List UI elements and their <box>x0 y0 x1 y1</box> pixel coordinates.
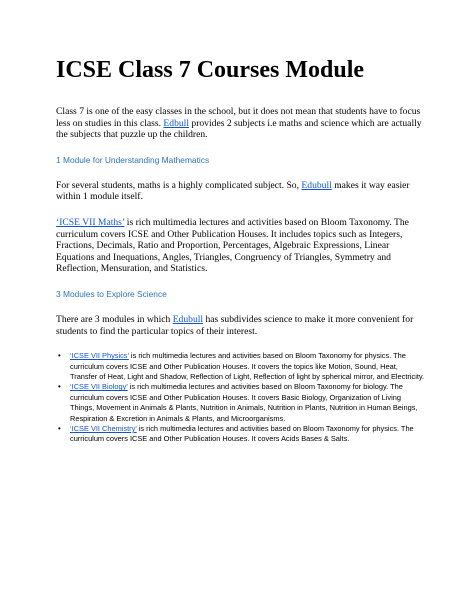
science-intro-text-before: There are 3 modules in which <box>56 313 173 325</box>
icse-vii-biology-link[interactable]: ‘ICSE VII Biology’ <box>70 382 128 392</box>
maths-module-text: is rich multimedia lectures and activities based on Bloom Taxonomy. The curriculum covers ICSE and Other Publication Houses. It includes topics such as Integers, Fractions, Decimals, Ratio and Proportion, Percentages, Algebraic Expressions, Linear Equations and Inequations, Angles, Triangles, Congruency of Triangles, Symmetry and Reflection, Mensuration, and Statistics. <box>56 216 409 275</box>
bullet-icon: • <box>58 351 61 361</box>
section-heading-science: 3 Modules to Explore Science <box>56 288 167 299</box>
intro-paragraph <box>56 106 426 141</box>
intro-text-after: provides 2 subjects i.e maths and science which are actually the subjects that puzzle up the children. <box>56 117 422 141</box>
list-item-physics <box>58 351 426 382</box>
edbull-link[interactable]: Edbull <box>163 117 189 129</box>
maths-module-paragraph <box>56 217 426 275</box>
intro-text-before: Class 7 is one of the easy classes in the school, but it does not mean that students have to focus less on studies in this class. <box>56 106 421 129</box>
list-item-chemistry <box>58 423 426 445</box>
bullet-icon: • <box>58 423 61 433</box>
edubull-link-maths[interactable]: Edubull <box>301 179 332 191</box>
maths-intro-text-before: For several students, maths is a highly complicated subject. So, <box>56 179 302 191</box>
icse-vii-chemistry-link[interactable]: ‘ICSE VII Chemistry’ <box>70 423 137 433</box>
science-intro-text-after: has subdivides science to make it more convenient for students to find the particular topics of their interest. <box>56 313 414 337</box>
maths-intro-paragraph <box>56 180 426 203</box>
icse-vii-maths-link[interactable]: ‘ICSE VII Maths’ <box>56 216 125 228</box>
list-item-biology <box>58 382 426 424</box>
science-module-list <box>56 351 426 445</box>
science-intro-paragraph <box>56 314 426 337</box>
bullet-icon: • <box>58 382 61 392</box>
icse-vii-physics-link[interactable]: ‘ICSE VII Physics’ <box>70 351 129 361</box>
page-title: ICSE Class 7 Courses Module <box>56 57 365 83</box>
biology-module-text: is rich multimedia lectures and activities based on Bloom Taxonomy for biology. The curriculum covers ICSE and Other Publication Houses. It covers Basic Biology, Organization of Living Things, Movement in Animals & Plants, Nutrition in Animals, Nutrition in Plants, Nutrition in Human Beings, Respiration & Excretion in Animals & Plants, and Microorganisms. <box>70 382 418 423</box>
chemistry-module-text: is rich multimedia lectures and activities based on Bloom Taxonomy for physics. The curriculum covers ICSE and Other Publication Houses. It covers Acids Bases & Salts. <box>70 423 414 444</box>
maths-intro-text-after: makes it way easier within 1 module itself. <box>56 179 410 203</box>
physics-module-text: is rich multimedia lectures and activities based on Bloom Taxonomy for physics. The curriculum covers ICSE and Other Publication Houses. It covers the topics like Motion, Sound, Heat, Transfer of Heat, Light and Shadow, Reflection of Light, Reflection of light by spherical mirror, and Electricity. <box>70 351 425 381</box>
document-page <box>56 56 426 445</box>
edubull-link-science[interactable]: Edubull <box>172 313 204 325</box>
section-heading-mathematics: 1 Module for Understanding Mathematics <box>56 154 210 165</box>
